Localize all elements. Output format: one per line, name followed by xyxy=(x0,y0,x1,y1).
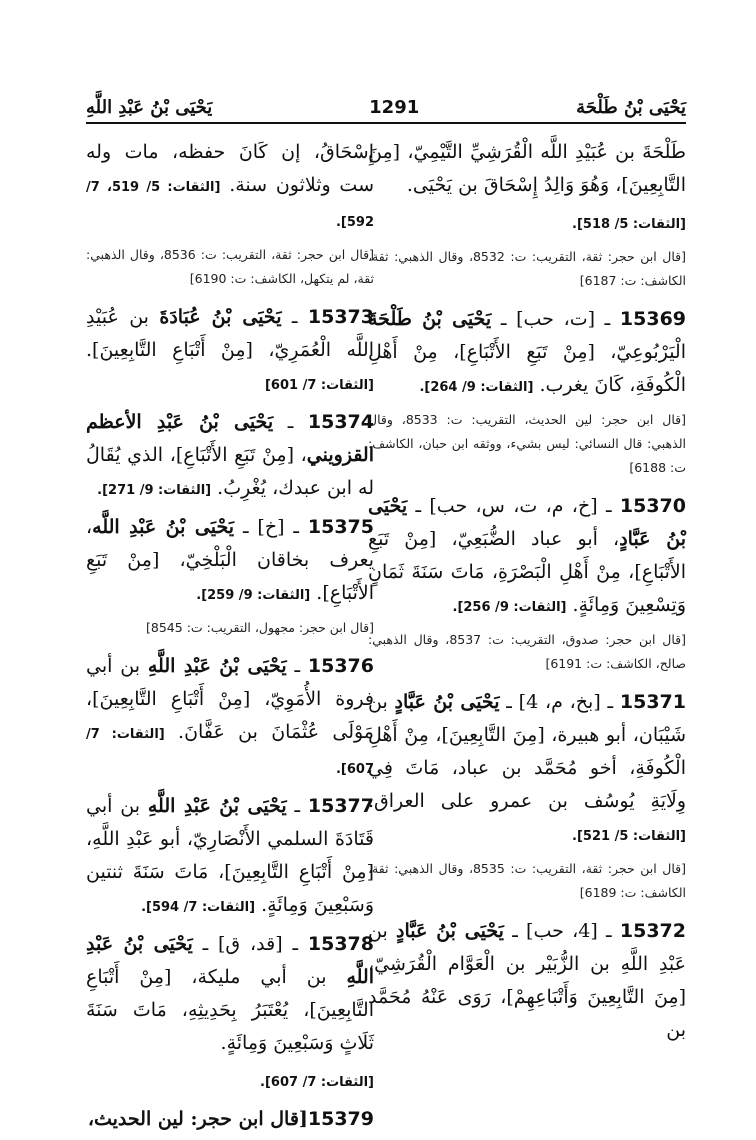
entry-name: يَحْيَى بْنُ عَبْدِ اللَّه xyxy=(92,516,235,538)
right-column xyxy=(368,136,686,1051)
entry-name: يَحْيَى بْنُ عَبْدِ اللَّهِ xyxy=(147,655,287,677)
entry-body: بن أبي مليكة، [مِنْ أَتْبَاعِ التَّابِعِينَ]، يُعْتَبَرُ بِحَدِيثِهِ، مَاتَ سَنَةَ ثَلَاثٍ وَسَبْعِينَ وَمِائَةٍ. xyxy=(86,966,374,1054)
entry-name: [قال ابن حجر: لين الحديث، xyxy=(87,1108,308,1130)
entry-text: طَلْحَةَ بن عُبَيْدِ اللَّه الْقُرَشِيِّ التَّيْمِيّ، [مِنَ التَّابِعِينَ]، وَهُوَ وَالِدُ إِسْحَاقَ بن يَحْيَى. xyxy=(368,141,686,196)
entry-body: ، أبو عباد الضُّبَعِيّ، [مِنْ تَبَعِ الأَتْبَاعِ]، مِنْ أَهْلِ الْبَصْرَةِ، مَاتَ سَنَةَ ثَمَانٍ وَتِسْعِينَ وَمِائَةٍ. xyxy=(368,528,686,616)
thiqat-reference: [الثقات: 7/ 607]. xyxy=(86,727,374,777)
entry-name: يَحْيَى بْنُ عَبْدِ اللَّهِ xyxy=(147,795,287,817)
thiqat-reference: [الثقات: 5/ 518]. xyxy=(572,217,686,232)
entry-number: 15378 xyxy=(307,933,374,955)
entry-number: 15373 xyxy=(307,306,374,328)
running-head-left: يَحْيَى بْنُ عَبْدِ اللَّهِ xyxy=(86,97,213,118)
thiqat-reference-line xyxy=(368,206,686,241)
thiqat-reference: [الثقات: 7/ 594]. xyxy=(141,900,256,915)
entry-number: 15377 xyxy=(307,795,374,817)
thiqat-reference: [الثقات: 7/ 601] xyxy=(264,378,374,393)
thiqat-reference-line xyxy=(86,1064,374,1099)
entry-name: يَحْيَى بْنُ عَبْدِ اللَّهِ xyxy=(86,933,374,988)
entry-codes: ـ [بخ، م، 4] ـ xyxy=(499,691,620,713)
thiqat-reference: [الثقات: 9/ 264]. xyxy=(419,380,534,395)
entry-body: بن عُبَيْدِ اللَّه الْعُمَرِيّ، [مِنْ أَتْبَاعِ التَّابِعِينَ]. xyxy=(86,306,374,361)
entry-codes: ـ xyxy=(273,411,308,433)
citation-note: [قال ابن حجر: مجهول، التقريب: ت: 8545] xyxy=(146,620,374,635)
entry-number: 15370 xyxy=(619,495,686,517)
entry-number: 15369 xyxy=(619,308,687,330)
entry-body: بن أبي قَتَادَةَ السلمي الأَنْصَارِيّ، أبو عَبْدِ اللَّهِ، [مِنْ أَتْبَاعِ التَّابِعِينَ]، مَاتَ سَنَةَ ثنتين وَسَبْعِينَ وَمِائَةٍ. xyxy=(86,795,374,916)
entry-number: 15379 xyxy=(307,1108,374,1130)
thiqat-reference: [الثقات: 9/ 259]. xyxy=(196,588,311,603)
citation-note: [قال ابن حجر: ثقة، التقريب: ت: 8536، وقال الذهبي: ثقة، لم يتكهل، الكاشف: ت: 6190] xyxy=(86,247,374,286)
entry-body: بن عَبْدِ اللَّهِ بن الزُّبَيْر بن الْعَوَّام الْقُرَشِيّ، [مِنَ التَّابِعِينَ وَأَتْبَاعِهِمْ]، رَوَى عَنْهُ مُحَمَّد بن xyxy=(368,920,686,1041)
citation-note: [قال ابن حجر: لين الحديث، التقريب: ت: 8533، وقال الذهبي: قال النسائي: ليس بشيء، ووثقه ابن حبان، الكاشف: ت: 6188] xyxy=(368,412,686,475)
biography-entry xyxy=(86,406,374,507)
left-column xyxy=(86,136,374,1140)
entry-body: ، [مِنْ تَبَعِ الأَتْبَاعِ]، الذي يُقَالُ له ابن عبدك، يُغْرِبُ. xyxy=(86,444,374,499)
header-rule xyxy=(86,122,686,124)
biography-entry xyxy=(86,301,374,402)
entry-codes: ـ xyxy=(286,655,308,677)
entry-name: يَحْيَى بْنُ عُبَادَةَ xyxy=(159,306,282,328)
thiqat-reference: [الثقات: 9/ 256]. xyxy=(452,600,567,615)
biography-entry xyxy=(368,303,686,404)
entry-body: بن شَيْبَان، أبو هبيرة، [مِنَ التَّابِعِينَ]، مِنْ أَهْلِ الْكُوفَةِ، أخو مُحَمَّد بن عباد، مَاتَ فِي وِلَايَةِ يُوسُف بن عمرو على العراق. xyxy=(368,691,686,812)
citation-note: [قال ابن حجر: ثقة، التقريب: ت: 8532، وقال الذهبي: ثقة، الكاشف: ت: 6187] xyxy=(368,249,686,288)
entry-codes: ـ xyxy=(286,795,308,817)
entry-name: يَحْيَى بْنُ عَبَّادٍ xyxy=(396,920,504,942)
entry-number: 15374 xyxy=(307,411,374,433)
biography-entry xyxy=(368,490,686,624)
running-head-right: يَحْيَى بْنُ طَلْحَة xyxy=(576,97,686,118)
entry-name: يَحْيَى بْنُ عَبْدِ الأعظم القزويني xyxy=(86,411,374,466)
thiqat-reference: [الثقات: 7/ 607]. xyxy=(260,1075,374,1090)
entry-number: 15375 xyxy=(307,516,374,538)
biography-entry xyxy=(86,650,374,786)
entry-codes: ـ [4، حب] ـ xyxy=(503,920,620,942)
citation-note: [قال ابن حجر: صدوق، التقريب: ت: 8537، وقال الذهبي: صالح، الكاشف: ت: 6191] xyxy=(368,632,686,671)
thiqat-reference: [الثقات: 9/ 271]. xyxy=(97,483,212,498)
entry-codes: ـ [خ] ـ xyxy=(234,516,308,538)
entry-codes: ـ [خ، م، ت، س، حب] ـ xyxy=(407,495,620,517)
entry-body: الْيَرْبُوعِيّ، [مِنْ تَبَعِ الأَتْبَاعِ]، مِنْ أَهْلِ الْكُوفَةِ، كَانَ يغرب. xyxy=(368,341,686,396)
entry-number: 15376 xyxy=(307,655,374,677)
entry-number: 15371 xyxy=(619,691,686,713)
biography-entry xyxy=(368,686,686,853)
entry-codes: ـ xyxy=(281,306,308,328)
biography-entry xyxy=(86,1103,374,1136)
biography-entry xyxy=(368,915,686,1047)
biography-entry xyxy=(86,928,374,1060)
entry-body: بن أبي فروة الأُمَوِيّ، [مِنْ أَتْبَاعِ التَّابِعِينَ]، مَوْلَى عُثْمَانَ بن عَفَّانَ. xyxy=(86,655,374,743)
citation-note: [قال ابن حجر: ثقة، التقريب: ت: 8535، وقال الذهبي: ثقة، الكاشف: ت: 6189] xyxy=(368,861,686,900)
entry-name: يَحْيَى بْنُ عَبَّادٍ xyxy=(394,691,500,713)
biography-entry xyxy=(86,511,374,612)
thiqat-reference: [الثقات: 5/ 519، 7/ 592]. xyxy=(86,180,374,230)
entry-name: يَحْيَى بْنُ طَلْحَةَ xyxy=(368,308,492,330)
thiqat-reference: [الثقات: 5/ 521]. xyxy=(572,829,686,844)
page-number: 1291 xyxy=(369,97,420,118)
entry-number: 15372 xyxy=(619,920,686,942)
entry-text: إِسْحَاقُ، إن كَانَ حفظه، مات وله ست وثلاثون سنة. [الثقات: 5/ 519، 7/ 592]. xyxy=(86,141,374,230)
entry-codes: ـ [قد، ق] ـ xyxy=(192,933,308,955)
biography-entry xyxy=(86,790,374,924)
entry-codes: ـ [ت، حب] ـ xyxy=(491,308,620,330)
page-header xyxy=(86,88,686,118)
entry-name: يَحْيَى بْنُ عَبَّادٍ xyxy=(368,495,687,550)
entry-body: ، يعرف بخاقان الْبَلْخِيّ، [مِنْ تَبَعِ الأَتْبَاعِ]. xyxy=(86,516,374,604)
